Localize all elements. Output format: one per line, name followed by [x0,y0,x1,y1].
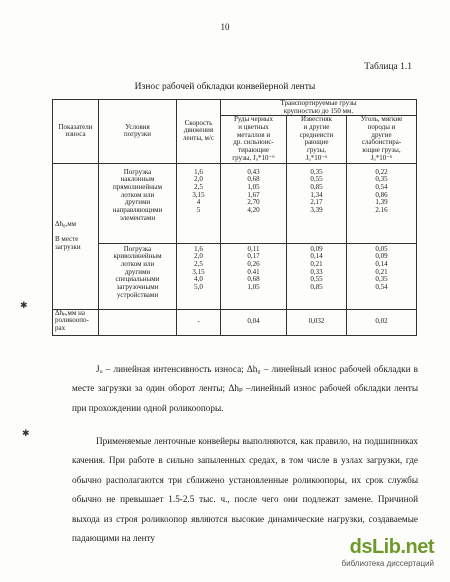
speed-block1: 1,6 2,0 2,5 3,15 4 5 [177,163,221,243]
header-indicator [53,100,99,164]
wear-table [52,99,417,336]
header-limestone: Известняк и другие среднеисти рающие грузы, Jᵤ*10⁻⁶ [287,116,347,163]
ores-block2: 0,11 0,17 0,26 0.41 0,68 1,05 [221,243,287,309]
limestone-block1: 0,35 0,55 0,85 1,34 2,17 3,39 [287,163,347,243]
legend-text: Jᵤ – линейная интенсивность износа; Δh₀ – линейный износ рабочей обкладки в месте загрузки за один оборот ленты; Δhₚ –линейный износ рабочей обкладки ленты при прохождении одной роликоопоры. [72,364,418,413]
limestone-rollers: 0,032 [287,309,347,335]
header-conditions: Условия погрузки [99,100,177,164]
table-header-row [53,100,417,116]
table-caption: Таблица 1.1 [364,62,412,72]
conditions-curved-chute: Погрузка криволинейным лотком или другими специальными загрузочными устройствами [99,243,177,309]
ores-block1: 0,43 0,68 1,05 1,67 2,70 4,20 [221,163,287,243]
table-row [53,163,417,243]
table-row [53,309,417,335]
header-speed: Скорость движения ленты, м/с [177,100,221,164]
coal-block1: 0,22 0,35 0,54 0,86 1,39 2.16 [347,163,417,243]
scan-mark: ✱ [22,428,30,438]
speed-block2: 1,6 2,0 2,5 3,15 4,0 5,0 [177,243,221,309]
body-text: Применяемые ленточные конвейеры выполняются, как правило, на подшипниках качения. При работе в сильно запыленных средах, в том числе в узлах загрузки, где обычно располагаются три сближено установленные роликоопоры, их срок службы обычно не превышает 1.5-2.5 тыс. ч., после чего они подлежат замене. Причиной выхода из строя роликоопор являются высокие динамические нагрузки, создаваемые падающими на ленту [72,436,418,544]
watermark [324,536,434,570]
watermark-logo: dsLib.net [349,536,434,558]
conditions-rollers [99,309,177,335]
speed-rollers: - [177,309,221,335]
ores-rollers: 0,04 [221,309,287,335]
limestone-block2: 0,09 0,14 0,21 0,33 0,55 0,85 [287,243,347,309]
coal-block2: 0,05 0,09 0,14 0,21 0,35 0,54 [347,243,417,309]
coal-rollers: 0,02 [347,309,417,335]
scan-mark: ✱ [20,300,28,310]
conditions-straight-chute: Погрузка наклонным прямолинейным лотком или другими направляющими элементами [99,163,177,243]
page-number: 10 [220,22,230,32]
row-label-rollers: Δhₚ,мм на роликоопо- рах [53,309,99,335]
header-indicator-lines: Показатели износа [58,122,93,139]
body-paragraph [72,432,418,548]
legend-paragraph [72,360,418,418]
row-label-loading: Δh₀,мм В месте загрузки [53,163,99,309]
watermark-subtitle: библиотека диссертаций [341,559,434,568]
header-ores: Руды черных и цветных металлов и др. сильноис- тирающие грузы, Jᵤ*10⁻⁶ [221,116,287,163]
table-row [53,243,417,309]
header-coal: Уголь, мягкие породы и другие слабоистира- ющие грузы, Jᵤ*10⁻⁶ [347,116,417,163]
table-title: Износ рабочей обкладки конвейерной ленты [134,82,316,92]
header-group: Транспортируемые грузы крупностью до 150 мм. [221,100,417,116]
